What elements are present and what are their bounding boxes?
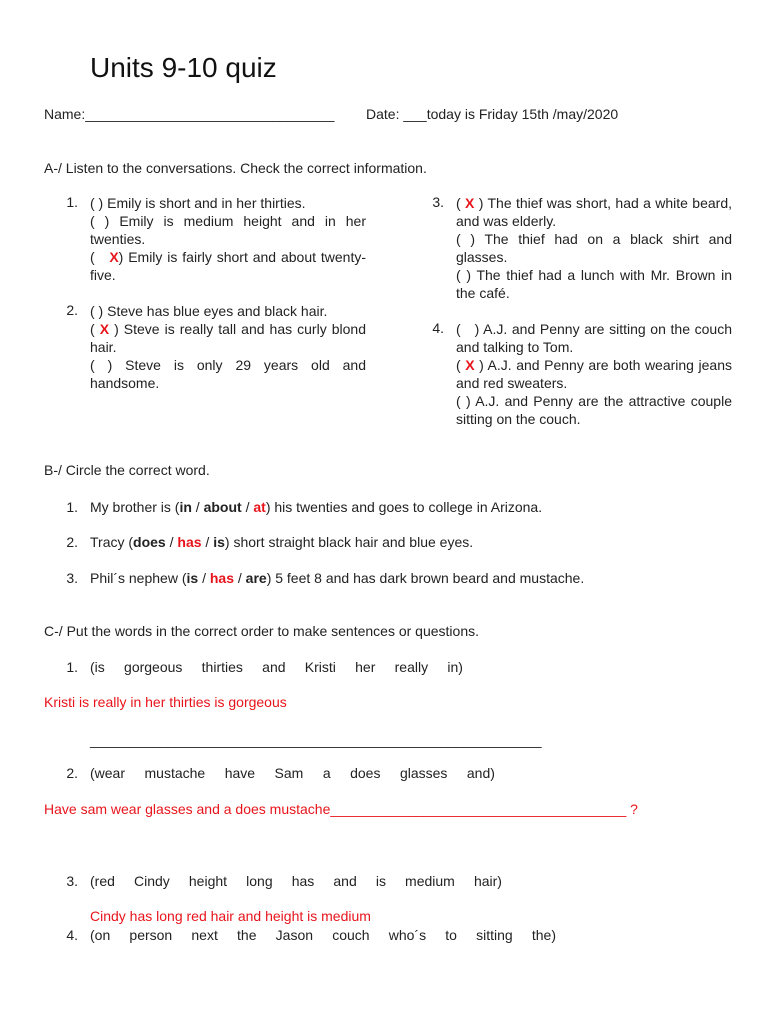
item-number: 2. [66, 765, 78, 781]
answer-option: ( ) The thief had on a black shirt and glasses. [456, 231, 732, 265]
section-instruction: -/ Listen to the conversations. Check the correct information. [53, 160, 427, 176]
section-b-heading [44, 462, 210, 478]
question-a2 [90, 302, 366, 392]
section-a-heading [44, 160, 427, 176]
answer-option: ( X ) A.J. and Penny are both wearing jeans and red sweaters. [456, 357, 732, 391]
handwritten-answer-c2: Have sam wear glasses and a does mustache______________________________________ ? [44, 801, 638, 817]
answer-option: ( X ) The thief was short, had a white beard, and was elderly. [456, 195, 733, 229]
question-a1 [90, 194, 366, 284]
scrambled-words-c3: (red Cindy height long has and is medium hair) [90, 873, 502, 889]
scrambled-words-c1: (is gorgeous thirties and Kristi her really in) [90, 659, 463, 675]
section-c-heading [44, 623, 479, 639]
answer-blank-line: __________________________________________________________ [90, 732, 542, 748]
question-a3 [456, 194, 732, 302]
item-number: 4. [66, 927, 78, 943]
question-b1: My brother is (in / about / at) his twenties and goes to college in Arizona. [90, 499, 543, 515]
section-letter: B [44, 462, 54, 478]
answer-option: ( ) Emily is medium height and in her twenties. [90, 213, 366, 247]
section-letter: A [44, 160, 54, 176]
question-b3: Phil´s nephew (is / has / are) 5 feet 8 and has dark brown beard and mustache. [90, 570, 585, 586]
answer-option: ( ) The thief had a lunch with Mr. Brown in the café. [456, 267, 732, 301]
answer-option: ( X) Emily is fairly short and about twenty-five. [90, 249, 366, 283]
handwritten-answer-c3: Cindy has long red hair and height is medium [90, 908, 371, 924]
scrambled-words-c2: (wear mustache have Sam a does glasses and) [90, 765, 495, 781]
answer-option: ( ) A.J. and Penny are sitting on the couch and talking to Tom. [456, 321, 736, 355]
item-number: 2. [66, 534, 78, 550]
handwritten-answer-c1: Kristi is really in her thirties is gorgeous [44, 694, 287, 710]
section-letter: C [44, 623, 55, 639]
item-number: 4. [432, 320, 444, 336]
section-instruction: -/ Put the words in the correct order to make sentences or questions. [54, 623, 479, 639]
name-field-line: Name:________________________________ [44, 106, 335, 122]
date-field-line: Date: ___today is Friday 15th /may/2020 [366, 106, 619, 122]
scrambled-words-c4: (on person next the Jason couch who´s to sitting the) [90, 927, 556, 943]
answer-option: ( ) Emily is short and in her thirties. [90, 195, 306, 211]
item-number: 3. [66, 570, 78, 586]
answer-option: ( ) Steve is only 29 years old and handsome. [90, 357, 367, 391]
answer-option: ( ) A.J. and Penny are the attractive couple sitting on the couch. [456, 393, 732, 427]
item-number: 1. [66, 194, 78, 210]
question-a4 [456, 320, 736, 428]
answer-option: ( X ) Steve is really tall and has curly blond hair. [90, 321, 366, 355]
item-number: 2. [66, 302, 78, 318]
item-number: 1. [66, 499, 78, 515]
section-instruction: -/ Circle the correct word. [53, 462, 210, 478]
item-number: 1. [66, 659, 78, 675]
question-b2: Tracy (does / has / is) short straight black hair and blue eyes. [90, 534, 474, 550]
item-number: 3. [432, 194, 444, 210]
item-number: 3. [66, 873, 78, 889]
page-title: Units 9-10 quiz [90, 52, 277, 83]
answer-option: ( ) Steve has blue eyes and black hair. [90, 303, 328, 319]
